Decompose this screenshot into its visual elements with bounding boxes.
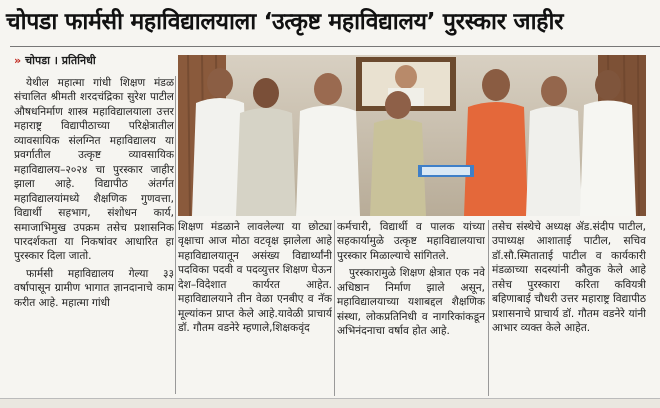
paragraph: शिक्षण मंडळाने लावलेल्या या छोट्या वृक्षाचा आज मोठा वटवृक्ष झालेला आहे महाविद्यालयातून असंख्य विद्यार्थ्यांनी पदविका पदवी व पदव्युत्तर शिक्षण घेऊन देश–विदेशात कार्यरत आहेत. महाविद्यालयाने तीन वेळा एनबीए व नॅक मूल्यांकन प्राप्त केले आहे.यावेळी प्राचार्य डॉ. गौतम वडनेरे म्हणाले,शिक्षकवृंद [178,221,332,335]
headline: चोपडा फार्मसी महाविद्यालयाला ‘उत्कृष्ट महाविद्यालय’ पुरस्कार जाहीर [6,9,564,35]
paragraph: येथील महात्मा गांधी शिक्षण मंडळ संचालित श्रीमती शरदचंद्रिका सुरेश पाटील औषधनिर्माण शास्त्र महाविद्यालयाला उत्तर महाराष्ट्र विद्यापीठाच्या परिक्षेत्रातील व्यावसायिक संलग्नित महाविद्यालय या प्रवर्गातील उत्कृष्ट व्यावसायिक महाविद्यालय–२०२४ चा पुरस्कार जाहीर झाला आहे. विद्यापीठ अंतर्गत महाविद्यालयांमध्ये शैक्षणिक गुणवत्ता, विद्यार्थी सहभाग, संशोधन कार्य, समाजाभिमुख उपक्रम तसेच प्रशासनिक पारदर्शकता या निकषांवर आधारित हा पुरस्कार दिला जातो. [14,77,174,263]
column-divider [488,220,489,396]
paragraph: तसेच संस्थेचे अध्यक्ष ॲड.संदीप पाटील, उपाध्यक्ष आशाताई पाटील, सचिव डॉ.सौ.स्मिताताई पाटील व कार्यकारी मंडळाच्या सदस्यांनी कौतुक केले आहे तसेच पुरस्कारा करिता कवियत्री बहिणाबाई चौधरी उत्तर महाराष्ट्र विद्यापीठ प्रशासनाचे प्राचार्य डॉ. गौतम वडनेरे यांनी आभार व्यक्त केले आहेत. [492,221,646,335]
headline-rule [10,46,660,47]
article-column-2 [178,220,332,398]
paragraph: पुरस्कारामुळे शिक्षण क्षेत्रात एक नवे अधिष्ठान निर्माण झाले असून, महाविद्यालयाच्या यशाबद्दल शैक्षणिक संस्था, लोकप्रतिनिधी व नागरिकांकडून अभिनंदनाचा वर्षाव होत आहे. [337,267,485,338]
paragraph: फार्मसी महाविद्यालय गेल्या ३३ वर्षापासून ग्रामीण भागात ज्ञानदानाचे काम करीत आहे. महात्मा गांधी [14,267,174,309]
paragraph: कर्मचारी, विद्यार्थी व पालक यांच्या सहकार्यामुळे उत्कृष्ट महाविद्यालयाचा पुरस्कार मिळाल्याचे सांगितले. [337,221,485,262]
dateline [14,52,96,70]
column-divider [334,220,335,396]
double-chevron-icon: » [14,54,22,67]
award-photo [178,55,646,216]
article-column-3 [337,220,485,398]
column-divider [175,76,176,394]
article-column-1 [14,76,174,394]
dateline-text: चोपडा । प्रतिनिधी [25,54,96,67]
group-photo-illustration [178,55,646,216]
article-column-4 [492,220,646,398]
